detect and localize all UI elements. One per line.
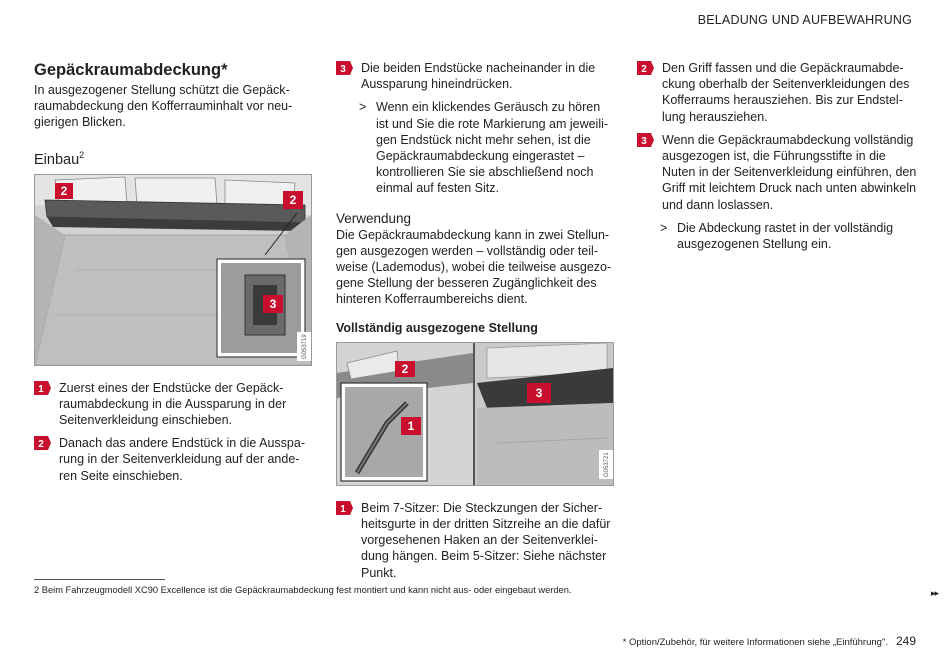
step-badge-label: 3 [641, 135, 647, 147]
column-2 [336, 60, 614, 588]
result-text: Wenn ein klickendes Geräusch zu hören ist und Sie die rote Markierung am jeweiligen Endstück nicht mehr sehen, ist die Gepäckraumabdeckung eingerastet – kontrollieren Sie sie abschließend noch einmal auf festen Sitz. [376, 100, 609, 196]
step-badge-icon [34, 436, 51, 450]
usage-text: Die Gepäckraumabdeckung kann in zwei Stellungen ausgezogen werden – vollständig oder teilweise (Lademodus), wobei die teilweise ausgezogene Stellung der besseren Zugänglichkeit des hinteren Kofferraumbereichs dient. [336, 227, 612, 307]
footnote-mark: 2 [34, 585, 40, 595]
marker-2-left-label: 2 [60, 183, 68, 198]
install-illustration [34, 174, 312, 366]
step-badge-label: 2 [38, 439, 44, 451]
column-1 [34, 60, 310, 491]
install-heading [34, 147, 310, 168]
marker-2 [393, 359, 417, 379]
marker-2-right-label: 2 [289, 192, 297, 207]
result-note [637, 220, 917, 252]
column-3 [637, 60, 917, 258]
step-text: Die beiden Endstücke nacheinander in die Aussparung hineindrücken. [361, 61, 596, 92]
marker-3 [261, 293, 285, 315]
step-text: Den Griff fassen und die Gepäckraumabdeckung oberhalb der Seitenverkleidungen des Kofferraums herausziehen. Bis zur Endstellung herausziehen. [662, 61, 910, 124]
step-badge-icon [34, 381, 51, 395]
footnote [34, 585, 571, 595]
usage-illustration [336, 342, 614, 486]
marker-2-right [281, 189, 305, 211]
step-badge-icon [637, 133, 654, 147]
result-arrow-icon: > [660, 220, 668, 235]
step-1-usage [336, 500, 614, 581]
step-badge-icon [637, 61, 654, 75]
page-footer [623, 634, 916, 648]
step-text: Danach das andere Endstück in die Aussparung in der Seitenverkleidung auf der anderen Seite einschieben. [59, 436, 305, 483]
step-text: Wenn die Gepäckraumabdeckung vollständig ausgezogen ist, die Führungsstifte in die Nuten in der Seitenverkleidung einführen, den Griff mit leichtem Druck nach unten abwinkeln und dann loslassen. [662, 132, 917, 212]
marker-3-label: 3 [535, 385, 543, 400]
section-header: BELADUNG UND AUFBEWAHRUNG [697, 13, 912, 27]
marker-2-left [53, 181, 75, 201]
step-text: Beim 7-Sitzer: Die Steckzungen der Sicherheitsgurte in der dritten Sitzreihe an die dafür vorgesehenen Haken an der Seitenverkleidung hängen. Beim 5-Sitzer: Siehe nächster Punkt. [361, 500, 611, 580]
step-badge-icon [336, 61, 353, 75]
install-heading-text: Einbau [34, 151, 80, 168]
footnote-ref: 2 [79, 149, 85, 160]
step-2 [34, 435, 310, 484]
footnote-text: Beim Fahrzeugmodell XC90 Excellence ist die Gepäckraumabdeckung fest montiert und kann nicht aus- oder eingebaut werden. [41, 585, 572, 595]
step-badge-icon [336, 501, 353, 515]
step-badge-label: 3 [340, 64, 346, 75]
marker-3 [525, 381, 553, 405]
footnote-divider [34, 579, 165, 580]
marker-2-label: 2 [401, 361, 409, 376]
footer-note: * Option/Zubehör, für weitere Informationen siehe „Einführung". [622, 637, 888, 648]
figure-id: G053721 [599, 450, 614, 479]
page-number: 249 [895, 634, 916, 648]
step-1 [34, 380, 310, 429]
step-2-usage [637, 60, 917, 125]
result-arrow-icon: > [359, 100, 367, 115]
result-text: Die Abdeckung rastet in der vollständig ausgezogenen Stellung ein. [677, 220, 894, 252]
install-illustration-drawing [35, 175, 311, 365]
usage-illustration-drawing [337, 343, 613, 485]
section-heading: Gepäckraumabdeckung* [34, 61, 228, 79]
intro-text: In ausgezogener Stellung schützt die Gepäckraumabdeckung den Kofferrauminhalt vor neugierigen Blicken. [34, 83, 293, 130]
marker-1-label: 1 [407, 418, 415, 433]
step-badge-label: 1 [38, 383, 44, 395]
continue-arrow-icon: ▸▸ [930, 588, 938, 598]
marker-3-label: 3 [269, 296, 277, 311]
result-note [336, 99, 614, 196]
figure-id: G053719 [297, 332, 312, 361]
usage-heading: Verwendung [336, 210, 412, 226]
full-extension-heading: Vollständig ausgezogene Stellung [336, 320, 538, 335]
marker-1 [399, 415, 423, 437]
step-text: Zuerst eines der Endstücke der Gepäckraumabdeckung in die Aussparung in der Seitenverkleidung einschieben. [59, 380, 287, 428]
step-3 [336, 60, 614, 92]
step-badge-label: 2 [641, 64, 647, 75]
step-badge-label: 1 [340, 503, 346, 515]
step-3-usage [637, 132, 917, 213]
